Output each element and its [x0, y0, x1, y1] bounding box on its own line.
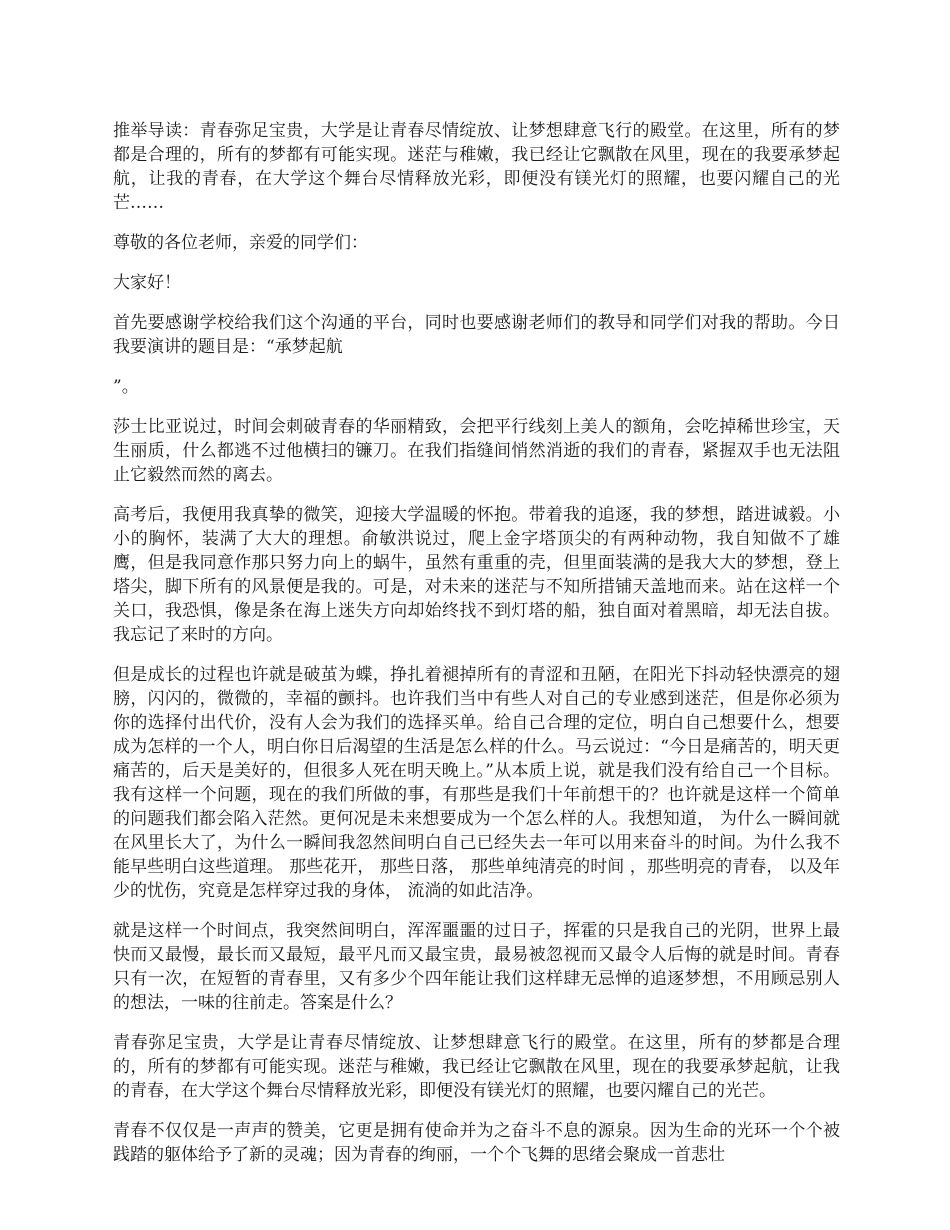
paragraph-youth-mission: 青春不仅仅是一声声的赞美，它更是拥有使命并为之奋斗不息的源泉。因为生命的光环一个个被践踏的躯体给予了新的灵魂；因为青春的绚丽，一个个飞舞的思绪会聚成一首悲壮: [113, 1121, 840, 1165]
paragraph-gaokao: 高考后，我便用我真挚的微笑，迎接大学温暖的怀抱。带着我的追逐，我的梦想，踏进诚毅。小小的胸怀，装满了大大的理想。俞敏洪说过，爬上金字塔顶尖的有两种动物，我自知做不了雄鹰，但是我同意作那只努力向上的蜗牛，虽然有重重的壳，但里面装满的是我大大的梦想，登上塔尖，脚下所有的风景便是我的。可是，对未来的迷茫与不知所措铺天盖地而来。站在这样一个关口，我恐惧，像是条在海上迷失方向却始终找不到灯塔的船，独自面对着黑暗，却无法自拔。我忘记了来时的方向。: [113, 505, 840, 645]
paragraph-growth: 但是成长的过程也许就是破茧为蝶，挣扎着褪掉所有的青涩和丑陋，在阳光下抖动轻快漂亮的翅膀，闪闪的，微微的，幸福的颤抖。也许我们当中有些人对自己的专业感到迷茫，但是你必须为你的选择付出代价，没有人会为我们的选择买单。给自己合理的定位，明白自己想要什么，想要成为怎样的一个人，明白你日后渴望的生活是怎么样的什么。马云说过：“今日是痛苦的，明天更痛苦的，后天是美好的，但很多人死在明天晚上。”从本质上说，就是我们没有给自己一个目标。我有这样一个问题，现在的我们所做的事，有那些是我们十年前想干的？也许就是这样一个简单的问题我们都会陷入茫然。更何况是未来想要成为一个怎么样的人。我想知道， 为什么一瞬间就在风里长大了，为什么一瞬间我忽然间明白自己已经失去一年可以用来奋斗的时间。为什么我不能早些明白这些道理。 那些花开， 那些日落， 那些单纯清亮的时间 ，那些明亮的青春， 以及年少的忧伤，究竟是怎样穿过我的身体， 流淌的如此洁净。: [113, 665, 840, 901]
paragraph-shakespeare: 莎士比亚说过，时间会刺破青春的华丽精致，会把平行线刻上美人的额角，会吃掉稀世珍宝，天生丽质，什么都逃不过他横扫的镰刀。在我们指缝间悄然消逝的我们的青春，紧握双手也无法阻止它毅然而然的离去。: [113, 417, 840, 485]
paragraph-thanks: 首先要感谢学校给我们这个沟通的平台，同时也要感谢老师们的教导和同学们对我的帮助。今日我要演讲的题目是：“承梦起航: [113, 313, 840, 357]
intro-paragraph: 推举导读：青春弥足宝贵，大学是让青春尽情绽放、让梦想肆意飞行的殿堂。在这里，所有的梦都是合理的，所有的梦都有可能实现。迷茫与稚嫩，我已经让它飘散在风里，现在的我要承梦起航，让我的青春，在大学这个舞台尽情释放光彩，即便没有镁光灯的照耀，也要闪耀自己的光芒……: [113, 121, 840, 213]
document-body: [113, 119, 840, 1183]
paragraph-time: 就是这样一个时间点，我突然间明白，浑浑噩噩的过日子，挥霍的只是我自己的光阴，世界上最快而又最慢，最长而又最短，最平凡而又最宝贵，最易被忽视而又最令人后悔的就是时间。青春只有一次，在短暂的青春里，又有多少个四年能让我们这样肆无忌惮的追逐梦想，不用顾忌别人的想法，一味的往前走。答案是什么？: [113, 921, 840, 1013]
salutation: 尊敬的各位老师，亲爱的同学们：: [113, 233, 368, 253]
paragraph-youth-precious: 青春弥足宝贵，大学是让青春尽情绽放、让梦想肆意飞行的殿堂。在这里，所有的梦都是合理的，所有的梦都有可能实现。迷茫与稚嫩，我已经让它飘散在风里，现在的我要承梦起航，让我的青春，在大学这个舞台尽情释放光彩，即便没有镁光灯的照耀，也要闪耀自己的光芒。: [113, 1033, 840, 1101]
paragraph-quote-close: ”。: [113, 377, 139, 397]
greeting: 大家好！: [113, 273, 181, 293]
